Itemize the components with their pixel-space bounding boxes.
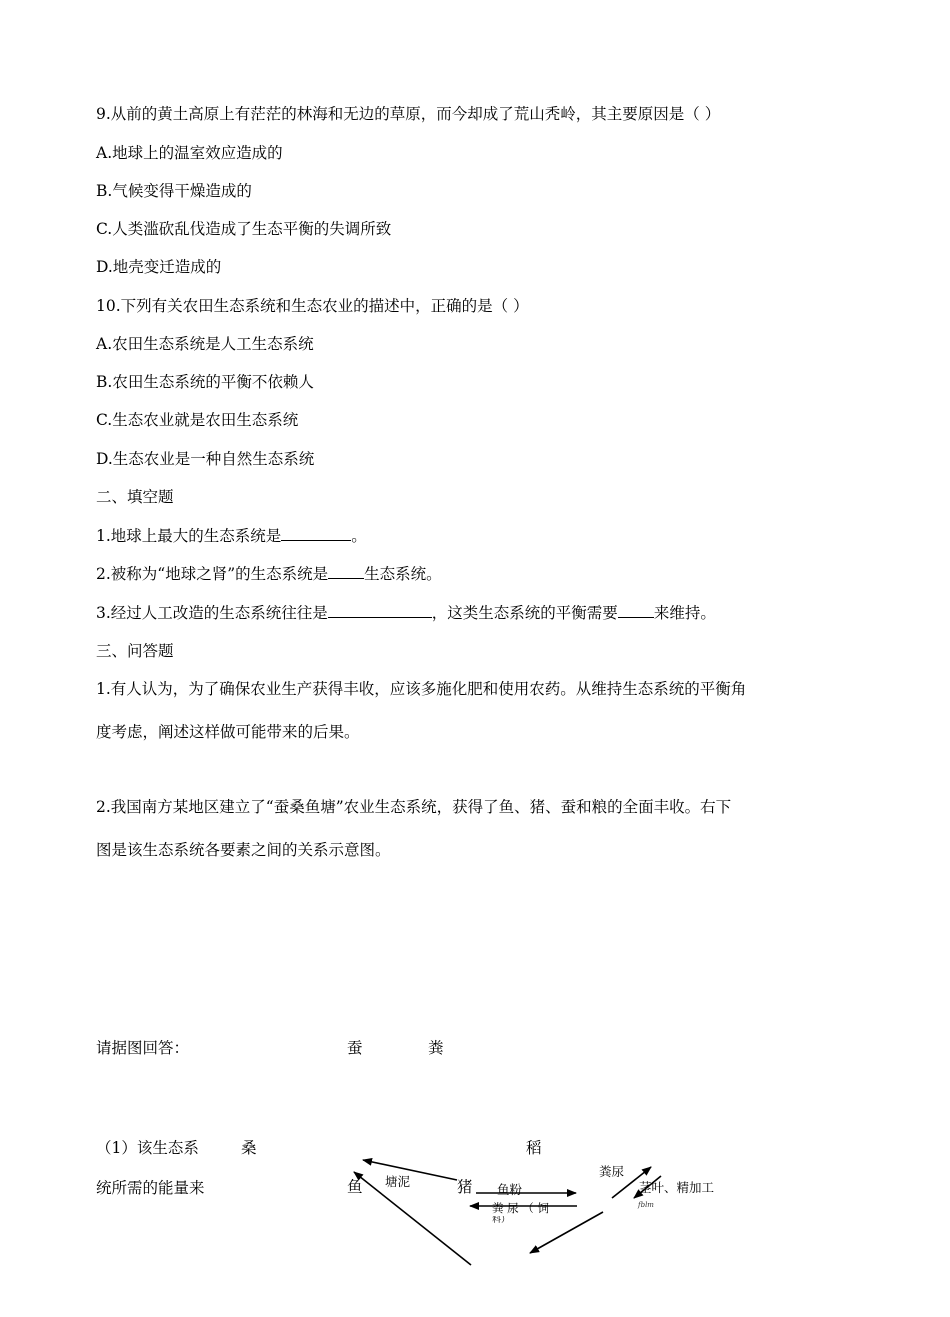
q9-option-d: D.地壳变迁造成的 (96, 258, 222, 276)
q9-option-b: B.气候变得干燥造成的 (96, 182, 252, 200)
sub-question-1-line2: 统所需的能量来 (96, 1179, 205, 1197)
arrow-rice-down (634, 1176, 661, 1198)
diagram-label-manure-right: 粪尿 (599, 1164, 625, 1179)
fill-q2-text: 2.被称为“地球之肾”的生态系统是 (96, 565, 329, 583)
qa-heading: 三、问答题 (96, 642, 174, 660)
fill-q3-end: 来维持。 (653, 604, 716, 622)
diagram-label-pig: 猪 (457, 1178, 473, 1196)
q10-option-a: A.农田生态系统是人工生态系统 (96, 335, 314, 353)
q9-option-a: A.地球上的温室效应造成的 (96, 144, 283, 162)
diagram-tiny-mark: fblm (638, 1201, 654, 1209)
fill-q1-text: 1.地球上最大的生态系统是 (96, 527, 282, 545)
diagram-label-fishmeal: 鱼粉 (497, 1182, 523, 1197)
fill-q1-end: 。 (351, 527, 367, 545)
q9-stem: 9.从前的黄土高原上有茫茫的林海和无边的草原，而今却成了荒山秃岭，其主要原因是（ ） (96, 105, 721, 123)
qa-q1-line2: 度考虑，阐述这样做可能带来的后果。 (96, 723, 360, 741)
q10-option-b: B.农田生态系统的平衡不依赖人 (96, 373, 314, 391)
diagram-label-rice: 稻 (526, 1139, 542, 1157)
arrow-to-bottom (530, 1212, 603, 1253)
diagram-label-manure-feed-cont: 料） (492, 1216, 511, 1224)
q10-option-d: D.生态农业是一种自然生态系统 (96, 450, 315, 468)
diagram-label-pond-mud: 塘泥 (385, 1174, 411, 1189)
diagram-label-fish: 鱼 (347, 1178, 363, 1196)
sub-question-1-line1: （1）该生态系 (96, 1139, 199, 1157)
fill-heading: 二、填空题 (96, 488, 174, 506)
diagram-label-stems-leaves: 茎叶、精加工 (639, 1180, 715, 1195)
q10-stem: 10.下列有关农田生态系统和生态农业的描述中，正确的是（ ） (96, 297, 529, 315)
arrow-pig-to-fish (363, 1160, 457, 1180)
diagram-label-silkworm: 蚕 (347, 1039, 363, 1057)
q9-option-c: C.人类滥砍乱伐造成了生态平衡的失调所致 (96, 220, 392, 238)
fill-q3-mid: ，这类生态系统的平衡需要 (431, 604, 618, 622)
qa-q2-line1: 2.我国南方某地区建立了“蚕桑鱼塘”农业生态系统，获得了鱼、猪、蚕和粮的全面丰收。右下 (96, 798, 732, 816)
diagram-label-manure-feed: 粪 尿 （ 饲 (492, 1201, 549, 1215)
fill-q3-text: 3.经过人工改造的生态系统往往是 (96, 604, 328, 622)
qa-q2-line2: 图是该生态系统各要素之间的关系示意图。 (96, 841, 391, 859)
arrow-to-rice (612, 1167, 651, 1198)
arrow-to-fish (354, 1172, 471, 1265)
q10-option-c: C.生态农业就是农田生态系统 (96, 411, 299, 429)
qa-q1-line1: 1.有人认为，为了确保农业生产获得丰收，应该多施化肥和使用农药。从维持生态系统的平衡角 (96, 680, 747, 698)
diagram-label-manure: 粪 (428, 1039, 444, 1057)
diagram-label-mulberry: 桑 (241, 1139, 257, 1157)
fill-q2-end: 生态系统。 (364, 565, 442, 583)
answer-prompt: 请据图回答： (96, 1039, 190, 1057)
